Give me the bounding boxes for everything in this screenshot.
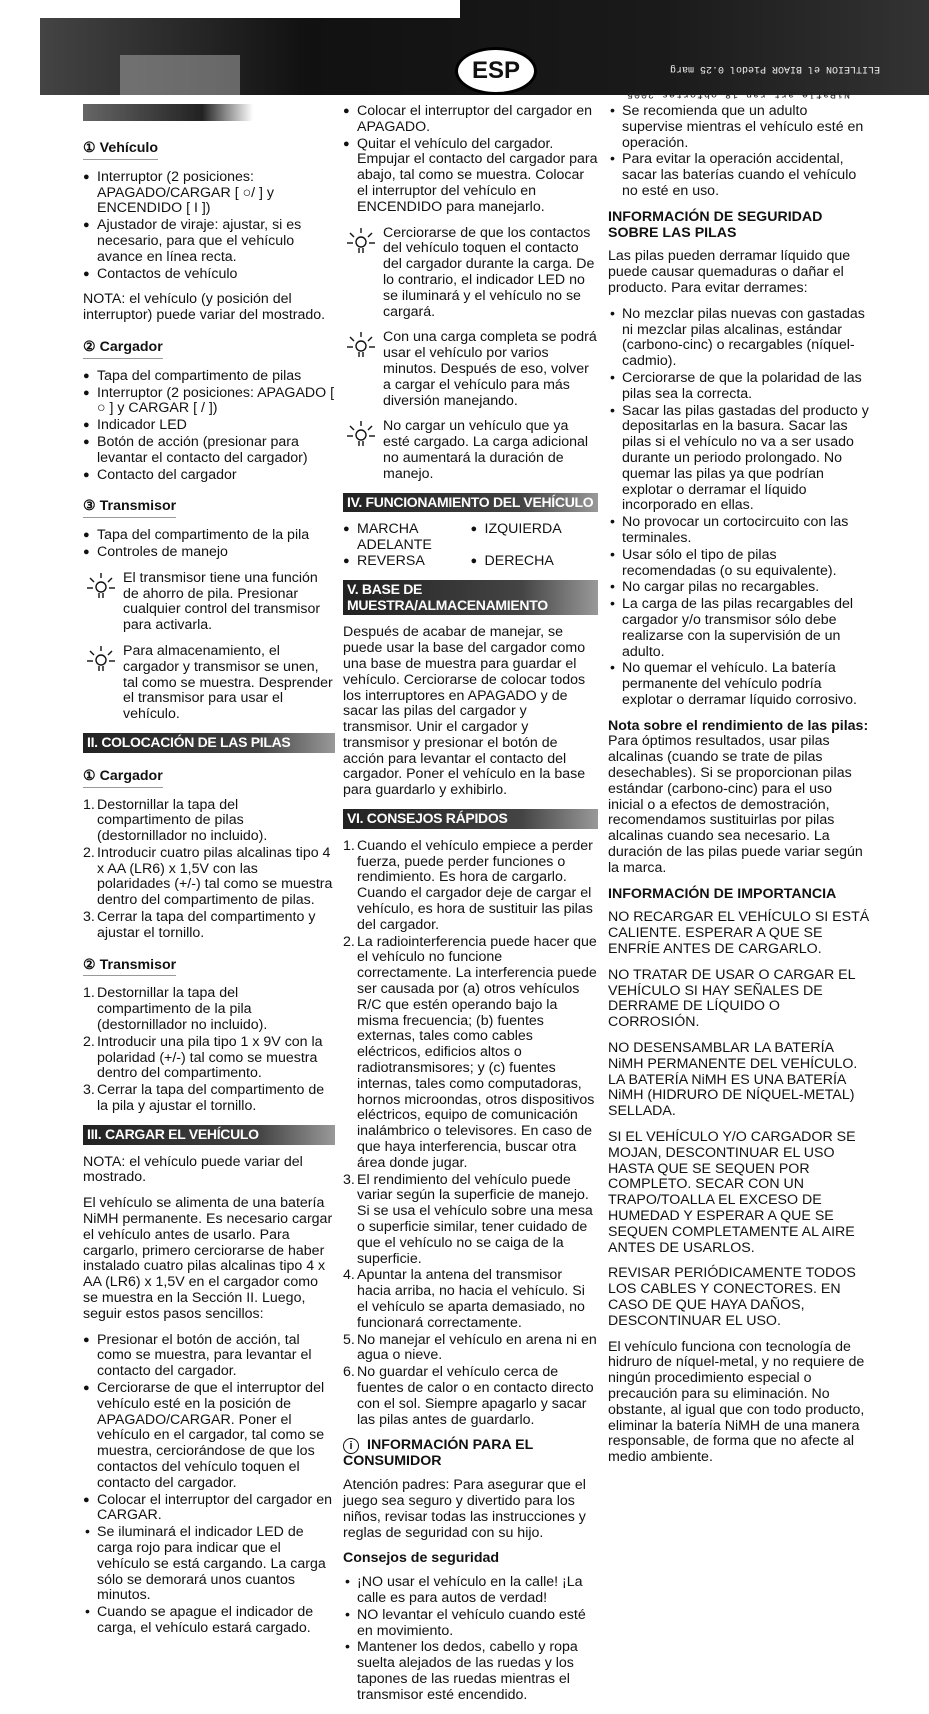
list-item: ● REVERSA (343, 554, 471, 570)
important-block: NO RECARGAR EL VEHÍCULO SI ESTÁ CALIENTE. ESPERAR A QUE SE ENFRÍE ANTES DE CARGARLO. (608, 909, 870, 958)
lightbulb-icon (85, 571, 117, 601)
list-item: • NO levantar el vehículo cuando esté en movimiento. (343, 1608, 598, 1640)
charger-steps (83, 798, 335, 942)
tip (83, 644, 335, 723)
list-item: ● Indicador LED (83, 418, 335, 434)
performance-heading: Nota sobre el rendimiento de las pilas: (608, 717, 869, 734)
safety-list-cont (608, 104, 870, 200)
important-heading: INFORMACIÓN DE IMPORTANCIA (608, 885, 837, 902)
list-item: 6. No guardar el vehículo cerca de fuentes de calor o en contacto directo con el sol. Siempre apagarlo y sacar las pilas antes de guardarlo. (343, 1364, 594, 1428)
list-item: • Mantener los dedos, cabello y ropa suelta alejados de las ruedas y los tapones de las ruedas mientras el transmisor esté encendido. (343, 1640, 598, 1703)
important-block: SI EL VEHÍCULO Y/O CARGADOR SE MOJAN, DESCONTINUAR EL USO HASTA QUE SE SEQUEN POR COMPLETO. SECAR CON UN TRAPO/TOALLA EL EXCESO DE HUMEDAD Y ESPERAR A QUE SE SEQUEN COMPLETAMENTE AL AIRE ANTES DE USARLOS. (608, 1129, 856, 1256)
mirror-text-upper: ELITLEION el BIAOR Piedol 0.25 marg (669, 63, 880, 74)
scan-light-area (0, 0, 460, 18)
list-item: ● Colocar el interruptor del cargador en APAGADO. (343, 104, 598, 136)
lightbulb-icon (345, 226, 377, 256)
list-item: 1. Destornillar la tapa del compartimento de la pila (destornillador no incluido). (83, 985, 268, 1034)
lightbulb-icon (85, 644, 117, 674)
closing-text: El vehículo funciona con tecnología de hidruro de níquel-metal, y no requiere de ningún procedimiento especial o precaución para su eliminación. No obstante, al igual que con todo producto, eliminar la batería NiMH de una manera responsable, de forma que no afecte al medio ambiente. (608, 1338, 865, 1466)
list-item: 2. La radiointerferencia puede hacer que el vehículo no funcione correctamente. La interferencia puede ser causada por (a) otros vehículos R/C que estén operando bajo la misma frecuencia; (b) fuentes externas, tales como cables eléctricos, edificios altos o radiotransmisores; y (c) fuentes internas, tales como computadoras, hornos microondas, otros dispositivos eléctricos, equipo de comunicación inalámbrico o televisores. En caso de que haya interferencia, buscar otra área donde jugar. (343, 933, 597, 1171)
list-item: ● Tapa del compartimento de la pila (83, 528, 335, 544)
transmitter-list (83, 528, 335, 561)
lightbulb-icon (345, 419, 377, 449)
charger-list (83, 369, 335, 484)
list-item: 1. Destornillar la tapa del compartimento de pilas (destornillador no incluido). (83, 796, 268, 845)
list-item: • Cerciorarse de que la polaridad de las pilas sea la correcta. (608, 371, 870, 403)
consumer-text: Atención padres: Para asegurar que el juego sea seguro y divertido para los niños, revisar todas las instrucciones y reglas de seguridad con su hijo. (343, 1477, 586, 1541)
list-item: ● Quitar el vehículo del cargador. Empujar el contacto del cargador para abajo, tal como se muestra. Colocar el interruptor del vehículo en ENCENDIDO para manejarlo. (343, 137, 598, 216)
charge-steps (83, 1333, 335, 1637)
section-note: NOTA: el vehículo puede variar del mostrado. (83, 1153, 303, 1186)
list-item: • Se recomienda que un adulto supervise mientras el vehículo esté en operación. (608, 104, 870, 151)
section-intro: El vehículo se alimenta de una batería NiMH permanente. Es necesario cargar el vehículo antes de usarlo. Para cargarlo, primero cerciorarse de haber instalado cuatro pilas alcalinas tipo 4 x AA (LR6) x 1,5V en el cargador como se muestra en la Sección II. Luego, seguir estos pasos sencillos: (83, 1195, 333, 1322)
vehicle-list (83, 170, 335, 283)
performance-text: Para óptimos resultados, usar pilas alcalinas (cuando se trate de pilas desechables). Si se proporcionan pilas estándar (carbono-cinc) para el uso inicial o a efectos de demostración, recomendamos sustituirlas por pilas alcalinas cuando sea necesario. La duración de las pilas puede variar según la marca. (608, 733, 863, 876)
section-heading: II. COLOCACIÓN DE LAS PILAS (83, 733, 335, 753)
tip (343, 226, 598, 321)
list-item: 1. Cuando el vehículo empiece a perder fuerza, puede perder funciones o rendimiento. Es hora de cargarlo. Cuando el cargador deje de cargar el vehículo, es hora de sustituir las pilas del cargador. (343, 837, 593, 933)
transmitter-steps (83, 986, 335, 1114)
tip-text: Con una carga completa se podrá usar el vehículo por varios minutos. Después de eso, volver a cargar el vehículo para más diversión manejando. (383, 329, 597, 409)
scan-header (0, 0, 929, 108)
section-heading: VI. CONSEJOS RÁPIDOS (343, 809, 598, 829)
list-item: ● IZQUIERDA (471, 522, 599, 554)
list-item: • No provocar un cortocircuito con las terminales. (608, 515, 870, 547)
list-item: ● Interruptor (2 posiciones: APAGADO [ ○ ] y CARGAR [ / ]) (83, 386, 335, 418)
battery-heading: INFORMACIÓN DE SEGURIDAD SOBRE LAS PILAS (608, 208, 823, 241)
transmitter-heading: ③ Transmisor (83, 499, 176, 518)
charger-heading: ② Cargador (83, 340, 163, 359)
vehicle-note: NOTA: el vehículo (y posición del interruptor) puede variar del mostrado. (83, 291, 326, 324)
tip-text: El transmisor tiene una función de ahorro de pila. Presionar cualquier control del transmisor para activarla. (123, 569, 321, 634)
list-item: ● Interruptor (2 posiciones: APAGADO/CARGAR [ ○/ ] y ENCENDIDO [ I ]) (83, 170, 335, 217)
charger-heading: ① Cargador (83, 769, 163, 788)
list-item: • Usar sólo el tipo de pilas recomendadas (o su equivalente). (608, 548, 870, 580)
important-block: NO TRATAR DE USAR O CARGAR EL VEHÍCULO SI HAY SEÑALES DE DERRAME DE LÍQUIDO O CORROSIÓN. (608, 966, 856, 1031)
list-item: 3. Cerrar la tapa del compartimento y ajustar el tornillo. (83, 909, 316, 941)
list-item: ● Contactos de vehículo (83, 267, 335, 283)
list-item: ● Tapa del compartimento de pilas (83, 369, 335, 385)
tip (343, 330, 598, 409)
list-item: • Cuando se apague el indicador de carga, el vehículo estará cargado. (83, 1605, 335, 1637)
transmitter-heading: ② Transmisor (83, 958, 176, 977)
tip-text: Cerciorarse de que los contactos del vehículo toquen el contacto del cargador durante la carga. De lo contrario, el indicador LED no se iluminará y el vehículo no se cargará. (383, 224, 595, 320)
list-item: ● Contacto del cargador (83, 468, 335, 484)
tip (343, 419, 598, 482)
list-item: • ¡NO usar el vehículo en la calle! ¡La calle es para autos de verdad! (343, 1575, 598, 1607)
tip-text: Para almacenamiento, el cargador y transmisor se unen, tal como se muestra. Desprender el transmisor para usar el vehículo. (123, 642, 333, 723)
list-item: 3. El rendimiento del vehículo puede variar según la superficie de manejo. Si se usa el vehículo sobre una mesa o superficie similar, tener cuidado de que el vehículo no se caiga de la superficie. (343, 1171, 593, 1267)
list-item: • No mezclar pilas nuevas con gastadas ni mezclar pilas alcalinas, estándar (carbono-cinc) o recargables (níquel-cadmio). (608, 307, 870, 370)
section-bar-blank (83, 104, 253, 121)
list-item: 5. No manejar el vehículo en arena ni en agua o nieve. (343, 1331, 597, 1364)
function-list (343, 522, 598, 569)
important-block: REVISAR PERIÓDICAMENTE TODOS LOS CABLES Y CONECTORES. EN CASO DE QUE HAYA DAÑOS, DESCONTINUAR EL USO. (608, 1265, 856, 1329)
vehicle-heading: ① Vehículo (83, 141, 158, 160)
important-block: NO DESENSAMBLAR LA BATERÍA NiMH PERMANENTE DEL VEHÍCULO. LA BATERÍA NiMH ES UNA BATERÍA NiMH (HIDRURO DE NÍQUEL-METAL) SELLADA. (608, 1040, 858, 1120)
list-item: 4. Apuntar la antena del transmisor hacia arriba, no hacia el vehículo. Si el vehículo se aparta demasiado, no funcionará correctamente. (343, 1267, 585, 1331)
mirror-text-lower: NiRafle art ran 18 obfortes 2005 (625, 88, 850, 99)
list-item: ● Cerciorarse de que el interruptor del vehículo esté en la posición de APAGADO/CARGAR. Poner el vehículo en el cargador, tal como se muestra, cerciorándose de que los contactos del vehículo toquen el contacto del cargador. (83, 1381, 335, 1492)
column-2 (343, 104, 598, 1714)
section-text: Después de acabar de manejar, se puede usar la base del cargador como una base de muestra para guardar el vehículo. Cerciorarse de colocar todos los interruptores en APAGADO y de sacar las pilas del cargador y transmisor. Unir el cargador y transmisor y presionar el botón de acción para levantar el contacto del cargador. Poner el vehículo en la base para guardarlo y exhibirlo. (343, 624, 586, 799)
list-item: 2. Introducir una pila tipo 1 x 9V con la polaridad (+/-) tal como se muestra dentro del compartimento. (83, 1033, 323, 1082)
esp-logo: ESP (455, 47, 537, 95)
quick-tips (343, 839, 598, 1428)
list-item: • Sacar las pilas gastadas del producto y depositarlas en la basura. Sacar las pilas si el vehículo no va a ser usado durante un periodo prolongado. No quemar las pilas ya que podrían explotar o derramar el líquido incorporado en ellas. (608, 404, 870, 515)
list-item: • No cargar pilas no recargables. (608, 580, 870, 596)
list-item: ● Controles de manejo (83, 545, 335, 561)
list-item: 3. Cerrar la tapa del compartimento de la pila y ajustar el tornillo. (83, 1082, 325, 1115)
list-item: ● Ajustador de viraje: ajustar, si es necesario, para que el vehículo avance en línea recta. (83, 218, 335, 265)
tip-text: No cargar un vehículo que ya esté cargado. La carga adicional no aumentará la duración de manejo. (383, 418, 589, 482)
tip (83, 571, 335, 634)
list-item: ● MARCHA ADELANTE (343, 522, 471, 554)
list-item: • No quemar el vehículo. La batería permanente del vehículo podría explotar o derramar líquido corrosivo. (608, 661, 870, 708)
battery-list (608, 307, 870, 709)
list-item: ● Colocar el interruptor del cargador en CARGAR. (83, 1493, 335, 1525)
lightbulb-icon (345, 330, 377, 360)
battery-intro: Las pilas pueden derramar líquido que puede causar quemaduras o dañar el producto. Para evitar derrames: (608, 248, 851, 296)
list-item: ● Botón de acción (presionar para levantar el contacto del cargador) (83, 435, 335, 467)
list-item: • Para evitar la operación accidental, sacar las baterías cuando el vehículo no esté en uso. (608, 152, 870, 199)
safety-list (343, 1575, 598, 1703)
section-heading: V. BASE DE MUESTRA/ALMACENAMIENTO (343, 580, 598, 616)
column-3 (608, 104, 870, 1476)
section-heading: III. CARGAR EL VEHÍCULO (83, 1125, 335, 1145)
safety-heading: Consejos de seguridad (343, 1550, 500, 1567)
column-1 (83, 104, 335, 1647)
list-item: • La carga de las pilas recargables del cargador y/o transmisor sólo debe realizarse con la supervisión de un adulto. (608, 597, 870, 660)
list-item: 2. Introducir cuatro pilas alcalinas tipo 4 x AA (LR6) x 1,5V con las polaridades (+/-) tal como se muestra dentro del compartimento de pilas. (83, 844, 333, 909)
list-item: ● Presionar el botón de acción, tal como se muestra, para levantar el contacto del cargador. (83, 1333, 335, 1380)
consumer-heading: i INFORMACIÓN PARA EL CONSUMIDOR (343, 1437, 534, 1470)
charge-steps-cont (343, 104, 598, 216)
info-icon: i (343, 1438, 359, 1454)
list-item: • Se iluminará el indicador LED de carga rojo para indicar que el vehículo se está cargando. La carga sólo se demorará unos cuantos minutos. (83, 1525, 335, 1604)
section-heading: IV. FUNCIONAMIENTO DEL VEHÍCULO (343, 493, 598, 513)
list-item: ● DERECHA (471, 554, 599, 570)
